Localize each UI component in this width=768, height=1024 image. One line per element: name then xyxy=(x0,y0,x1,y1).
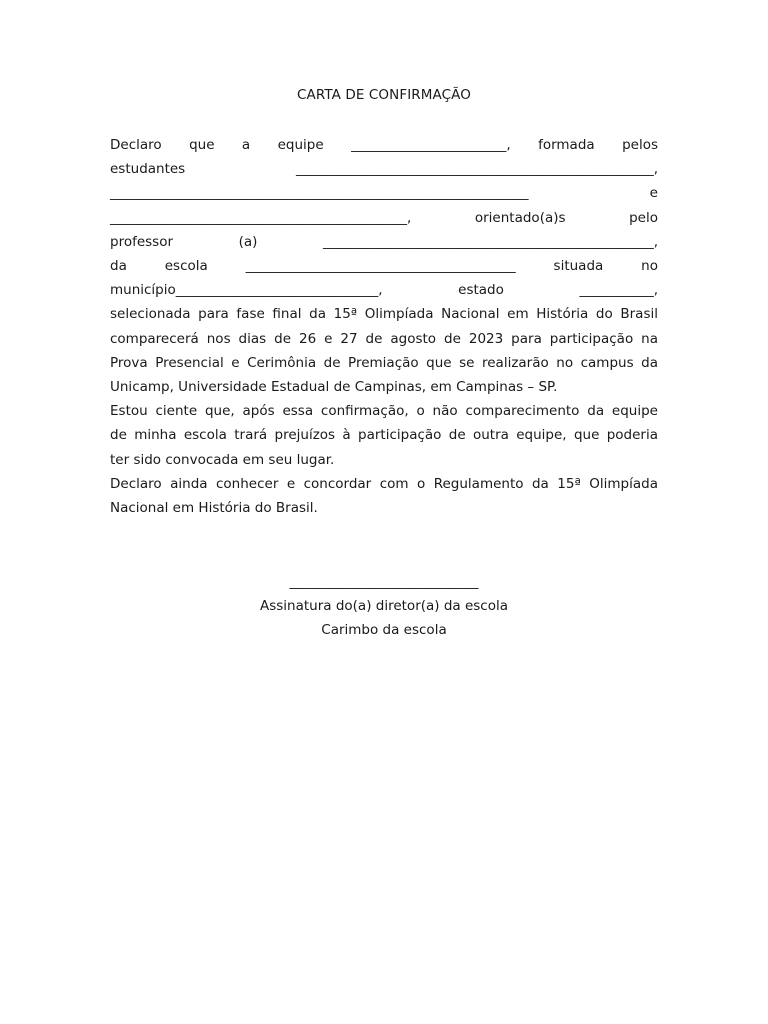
declaration-line-advisor: ____________________________________________, orientado(a)s pelo xyxy=(110,209,658,226)
regulation-line-2: Nacional em História do Brasil. xyxy=(110,500,318,517)
awareness-line-1: Estou ciente que, após essa confirmação, o não comparecimento da equipe xyxy=(110,403,658,420)
declaration-line-selection: selecionada para fase final da 15ª Olimpíada Nacional em História do Brasil xyxy=(110,306,658,323)
signature-line: ____________________________ xyxy=(289,574,479,590)
declaration-line-teacher: professor (a) _________________________________________________, xyxy=(110,233,658,250)
awareness-line-2: de minha escola trará prejuízos à participação de outra equipe, que poderia xyxy=(110,427,658,444)
signature-block xyxy=(0,570,768,643)
signature-caption: Assinatura do(a) diretor(a) da escola xyxy=(259,598,509,615)
declaration-line-students: estudantes _____________________________________________________, xyxy=(110,161,658,178)
declaration-line-venue: Unicamp, Universidade Estadual de Campinas, em Campinas – SP. xyxy=(110,379,558,396)
declaration-line-municipality: município______________________________, estado ___________, xyxy=(110,282,658,299)
declaration-line-students-2: ______________________________________________________________ e xyxy=(110,185,658,202)
declaration-body xyxy=(110,133,658,520)
declaration-line-school: da escola ________________________________________ situada no xyxy=(110,258,658,275)
school-stamp-label: Carimbo da escola xyxy=(321,622,447,639)
declaration-line-team: Declaro que a equipe _______________________, formada pelos xyxy=(110,137,658,153)
declaration-line-dates: comparecerá nos dias de 26 e 27 de agosto de 2023 para participação na xyxy=(110,330,658,347)
awareness-line-3: ter sido convocada em seu lugar. xyxy=(110,451,335,468)
declaration-line-event: Prova Presencial e Cerimônia de Premiação que se realizarão no campus da xyxy=(110,354,658,371)
regulation-line-1: Declaro ainda conhecer e concordar com o Regulamento da 15ª Olimpíada xyxy=(110,475,658,492)
document-title: CARTA DE CONFIRMAÇÃO xyxy=(297,87,471,103)
